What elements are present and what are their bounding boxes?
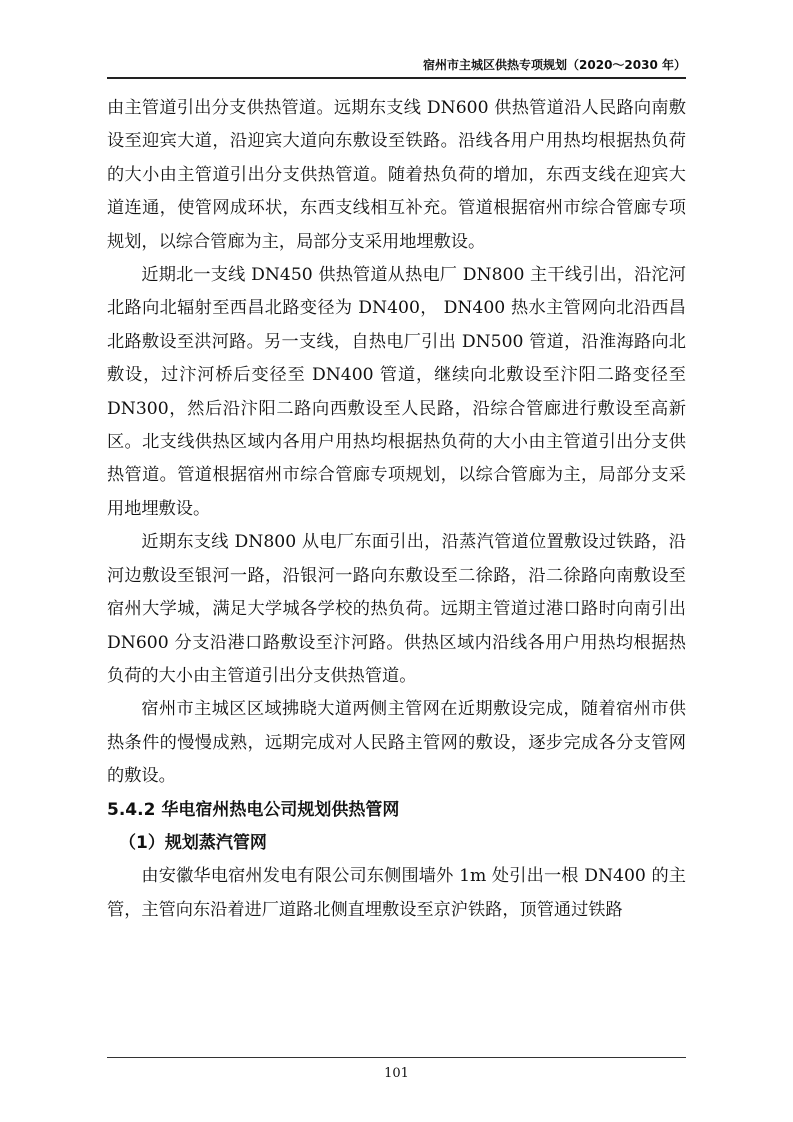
page-number: 101 (384, 1066, 409, 1081)
page-body (107, 92, 686, 927)
paragraph-north-branch: 近期北一支线 DN450 供热管道从热电厂 DN800 主干线引出，沿沱河北路向北辐射至西昌北路变径为 DN400， DN400 热水主管网向北沿西昌北路敷设至洪河路。另一支线，自热电厂引出 DN500 管道，沿淮海路向北敷设，过汴河桥后变径至 DN400 管道，继续向北敷设至汴阳二路变径至 DN300，然后沿汴阳二路向西敷设至人民路，沿综合管廊进行敷设至高新区。北支线供热区域内各用户用热均根据热负荷的大小由主管道引出分支供热管道。管道根据宿州市综合管廊专项规划，以综合管廊为主，局部分支采用地埋敷设。 (107, 265, 686, 519)
paragraph-continuation: 由主管道引出分支供热管道。远期东支线 DN600 供热管道沿人民路向南敷设至迎宾大道，沿迎宾大道向东敷设至铁路。沿线各用户用热均根据热负荷的大小由主管道引出分支供热管道。随着热负荷的增加，东西支线在迎宾大道连通，使管网成环状，东西支线相互补充。管道根据宿州市综合管廊专项规划，以综合管廊为主，局部分支采用地埋敷设。 (107, 98, 686, 252)
section-heading: 5.4.2 华电宿州热电公司规划供热管网 (107, 799, 400, 820)
paragraph-east-branch: 近期东支线 DN800 从电厂东面引出，沿蒸汽管道位置敷设过铁路，沿河边敷设至银河一路，沿银河一路向东敷设至二徐路，沿二徐路向南敷设至宿州大学城，满足大学城各学校的热负荷。远期主管道过港口路时向南引出 DN600 分支沿港口路敷设至汴河路。供热区域内沿线各用户用热均根据热负荷的大小由主管道引出分支供热管道。 (107, 532, 686, 686)
page-header: 宿州市主城区供热专项规划（2020～2030 年） (423, 58, 686, 72)
subsection-heading: （1）规划蒸汽管网 (119, 832, 267, 853)
header-divider (107, 77, 686, 79)
paragraph-city-network: 宿州市主城区区域拂晓大道两侧主管网在近期敷设完成，随着宿州市供热条件的慢慢成熟，远期完成对人民路主管网的敷设，逐步完成各分支管网的敷设。 (107, 699, 686, 787)
footer-divider (107, 1057, 686, 1058)
paragraph-steam-network: 由安徽华电宿州发电有限公司东侧围墙外 1m 处引出一根 DN400 的主管，主管向东沿着进厂道路北侧直埋敷设至京沪铁路，顶管通过铁路 (107, 866, 686, 920)
